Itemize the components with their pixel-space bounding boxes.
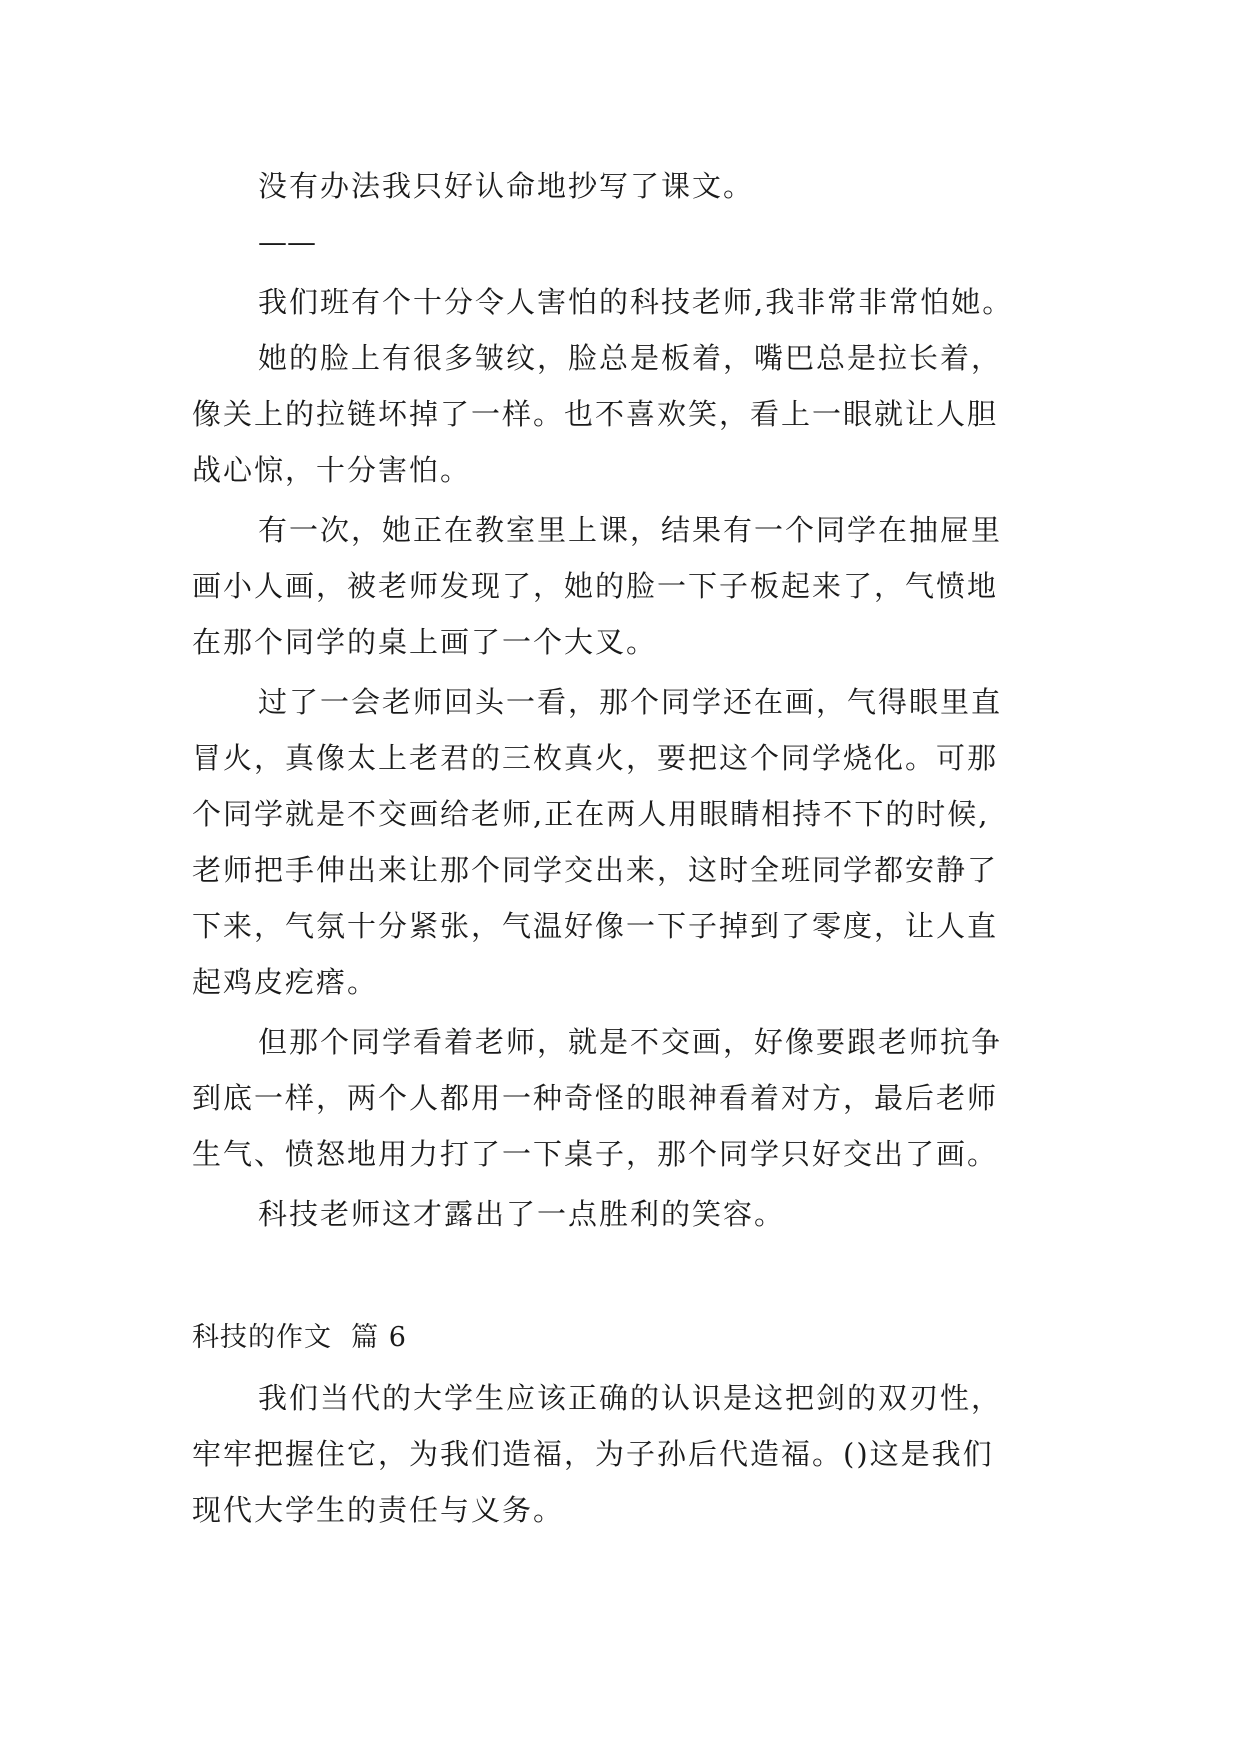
paragraph-line: 有一次，她正在教室里上课，结果有一个同学在抽屉里 — [258, 513, 1003, 547]
paragraph-line: 画小人画，被老师发现了，她的脸一下子板起来了，气愤地 — [192, 569, 999, 603]
paragraph-line: 个同学就是不交画给老师,正在两人用眼睛相持不下的时候, — [192, 797, 990, 831]
section-heading: 科技的作文 篇 6 — [192, 1322, 407, 1353]
paragraph-line: 冒火，真像太上老君的三枚真火，要把这个同学烧化。可那 — [192, 741, 999, 775]
paragraph-line: 在那个同学的桌上画了一个大叉。 — [192, 625, 658, 659]
paragraph-line: 生气、愤怒地用力打了一下桌子，那个同学只好交出了画。 — [192, 1137, 999, 1171]
paragraph-line: 我们班有个十分令人害怕的科技老师,我非常非常怕她。 — [258, 285, 1014, 319]
paragraph-line: 战心惊，十分害怕。 — [192, 453, 472, 487]
paragraph-line: 过了一会老师回头一看，那个同学还在画，气得眼里直 — [258, 685, 1003, 719]
paragraph-line: 科技老师这才露出了一点胜利的笑容。 — [258, 1197, 786, 1231]
paragraph-line: 到底一样，两个人都用一种奇怪的眼神看着对方，最后老师 — [192, 1081, 999, 1115]
paragraph-line: 她的脸上有很多皱纹，脸总是板着，嘴巴总是拉长着， — [258, 341, 1003, 375]
dash-separator: —— — [258, 225, 316, 259]
paragraph-line: 牢牢把握住它，为我们造福，为子孙后代造福。()这是我们 — [192, 1437, 994, 1471]
paragraph-line: 但那个同学看着老师，就是不交画，好像要跟老师抗争 — [258, 1025, 1003, 1059]
paragraph-line: 像关上的拉链坏掉了一样。也不喜欢笑，看上一眼就让人胆 — [192, 397, 999, 431]
paragraph-line: 老师把手伸出来让那个同学交出来，这时全班同学都安静了 — [192, 853, 999, 887]
paragraph-line: 没有办法我只好认命地抄写了课文。 — [258, 169, 755, 203]
paragraph-line: 现代大学生的责任与义务。 — [192, 1493, 565, 1527]
paragraph-line: 我们当代的大学生应该正确的认识是这把剑的双刃性， — [258, 1381, 1003, 1415]
paragraph-line: 起鸡皮疙瘩。 — [192, 965, 379, 999]
paragraph-line: 下来，气氛十分紧张，气温好像一下子掉到了零度，让人直 — [192, 909, 999, 943]
